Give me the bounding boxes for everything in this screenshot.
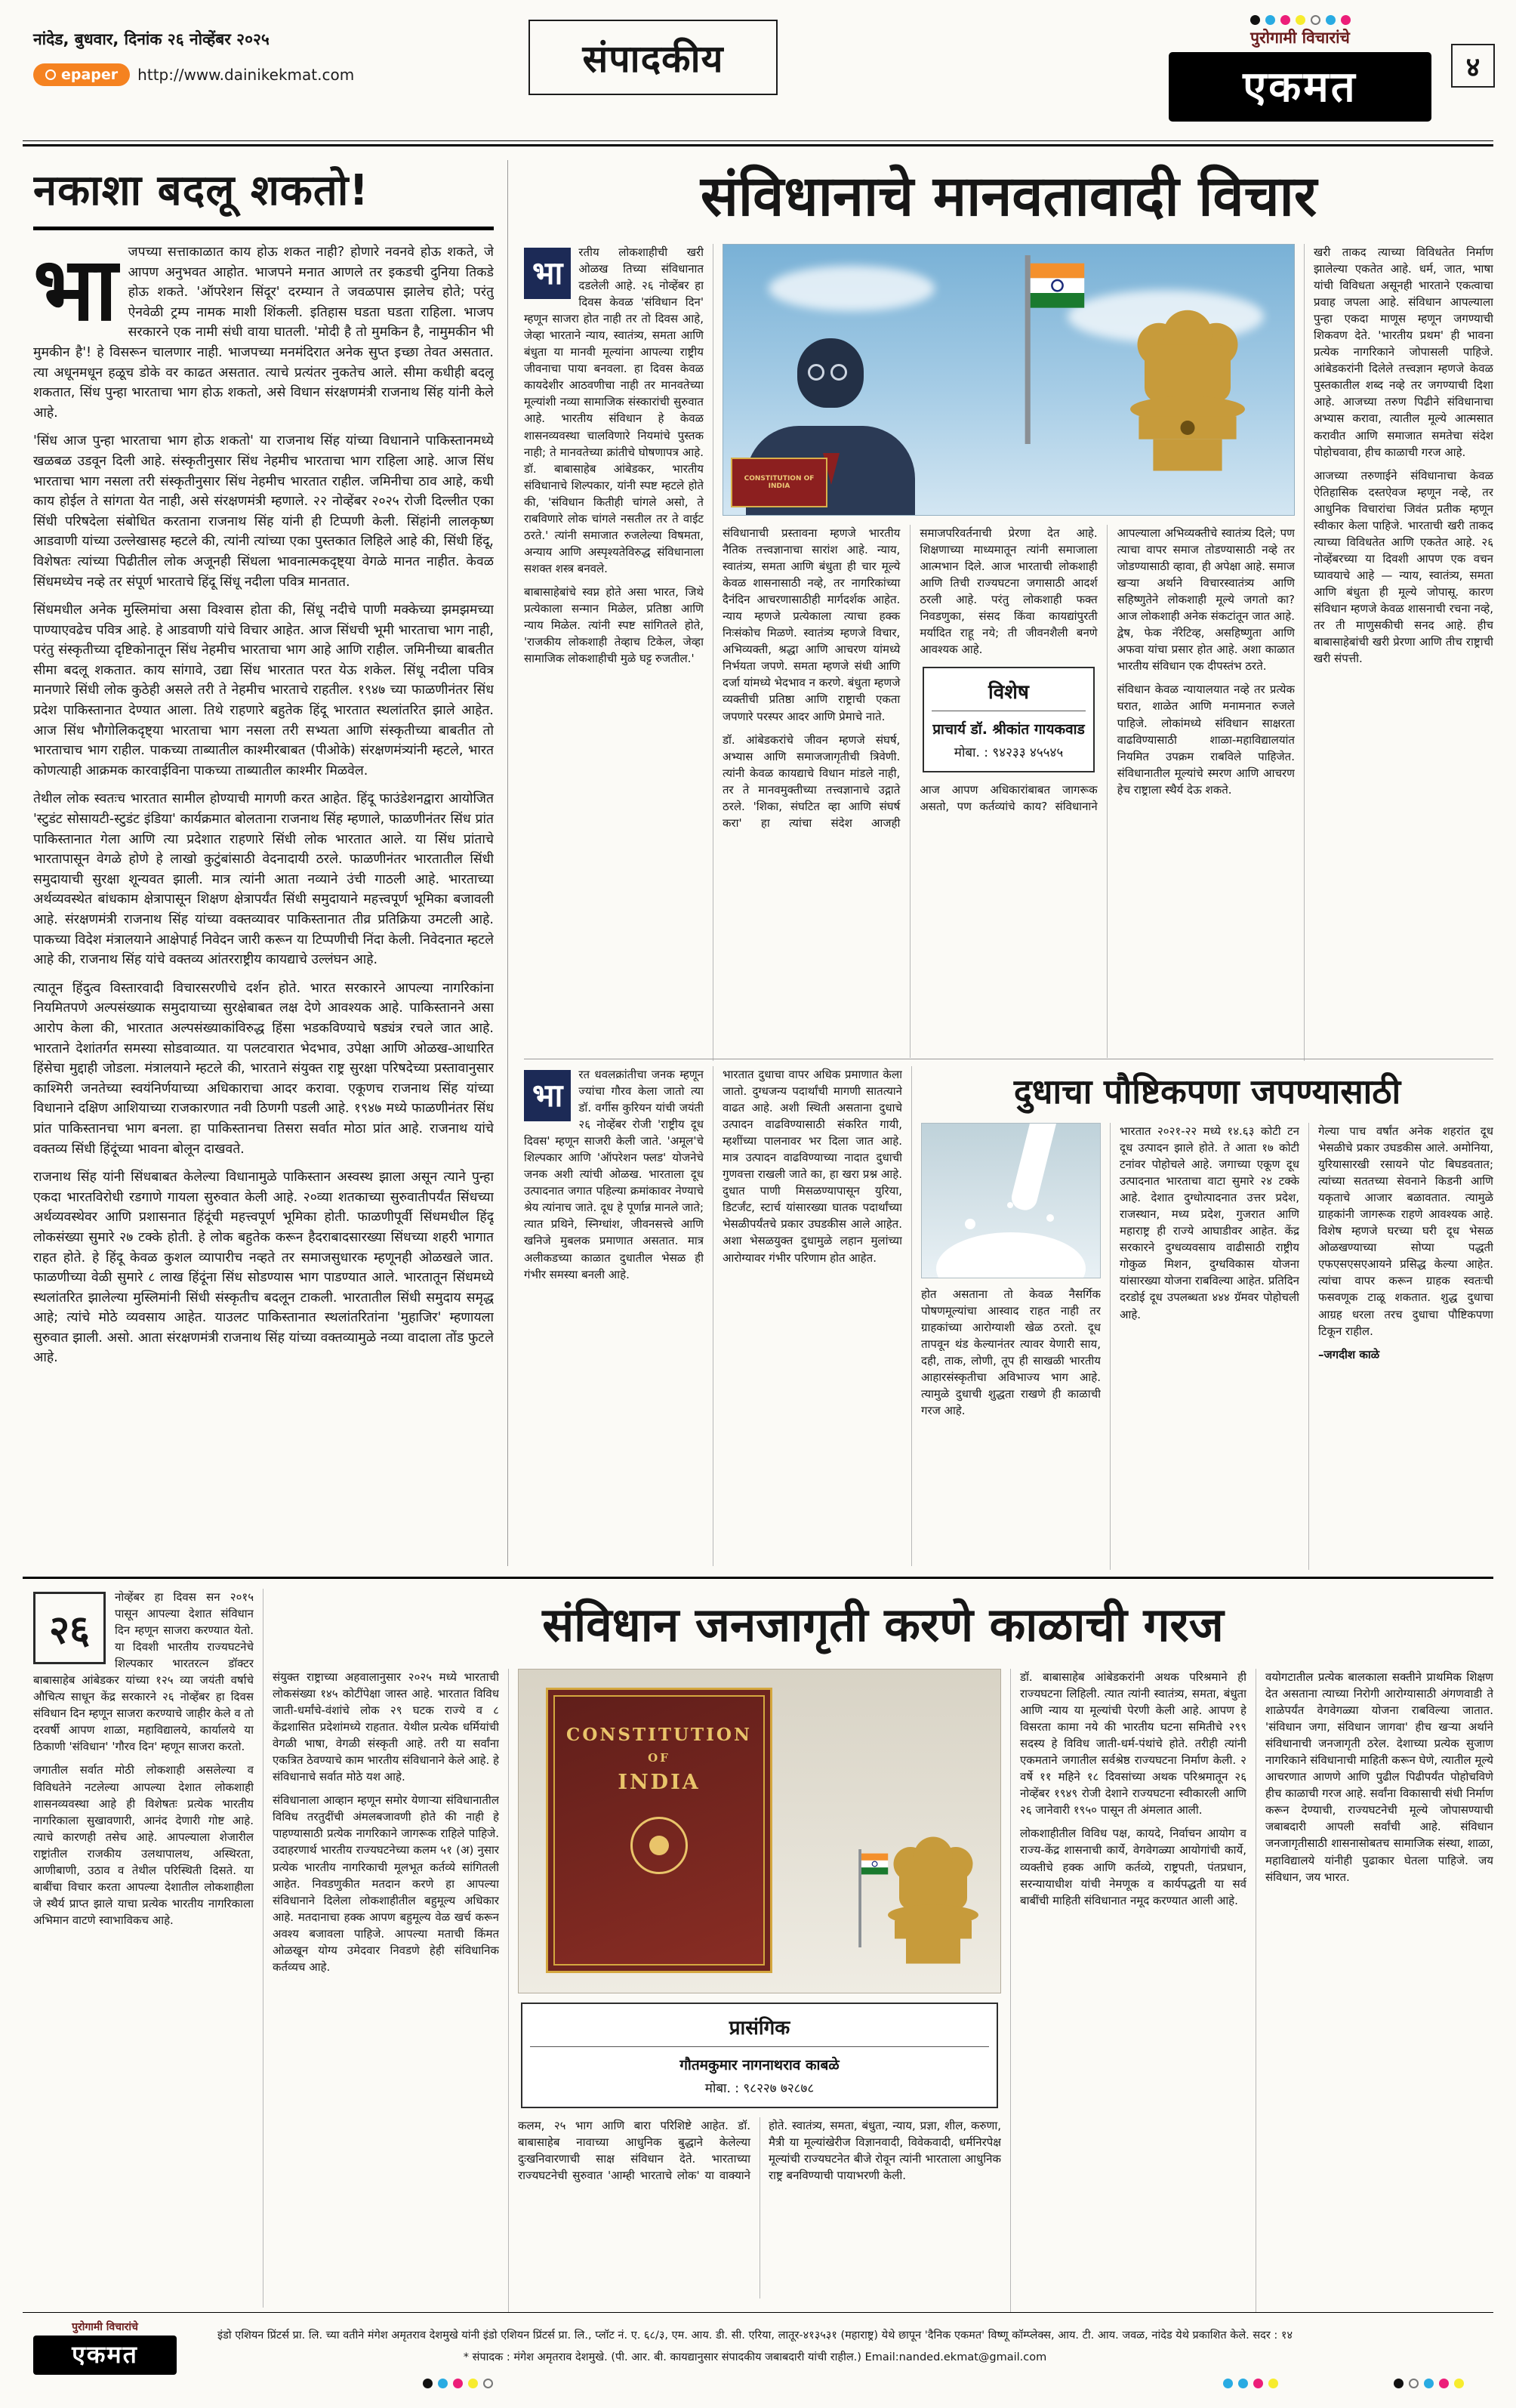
body-paragraph: बाबासाहेबांचे स्वप्न होते असा भारत, जिथे प्रत्येकाला सन्मान मिळेल, प्रतिष्ठा आणि न्याय मिळेल. त्यांनी स्पष्ट सांगितले होते, 'राजकीय लोकशाही तेव्हाच टिकेल, जेव्हा सामाजिक लोकशाहीची मुळे घट्ट रुजतील.' (524, 584, 704, 666)
body-paragraph: जपच्या सत्ताकाळात काय होऊ शकत नाही? होणारे नवनवे होऊ शकते, जे आपण अनुभवत आहोत. भाजपने मनात आणले तर इकडची दुनिया तिकडे होऊ शकते. 'ऑपरेशन सिंदूर' दरम्यान ते जवळपास झालेच होते; परंतु ऐनवेळी ट्रम्प नामक माशी शिंकली. इतिहास घडता घडता राहिला. भाजप सरकारने एक नामी संधी वाया घातली. 'मोदी है तो मुमकिन है, नामुमकीन भी मुमकीन है'! हे विसरून चालणार नाही. भाजपच्या मनमंदिरात अनेक सुप्त इच्छा तेवत असतात. त्या अधूनमधून हळूच डोके वर काढत असतात. त्याचे प्रत्यंतर नुकतेच आले. सीमा कधीही बदलू शकतात, सिंध पुन्हा भारताचा भाग होऊ शकतो, असे विधान संरक्षणमंत्री राजनाथ सिंह यांनी केले आहे. (33, 245, 494, 421)
imprint-line-2 (196, 2349, 1314, 2364)
body-paragraph: रत धवलक्रांतीचा जनक म्हणून ज्यांचा गौरव केला जातो त्या डॉ. वर्गीस कुरियन यांची जयंती २६ नोव्हेंबर रोजी 'राष्ट्रीय दूध दिवस' म्हणून साजरी केली जाते. 'अमूल'चे शिल्पकार आणि 'ऑपरेशन फ्लड' योजनेचे जनक अशी त्यांची ओळख. भारताला दूध उत्पादनात जगात पहिल्या क्रमांकावर नेण्याचे श्रेय त्यांनाच जाते. दूध हे पूर्णान्न मानले जाते; त्यात प्रथिने, स्निग्धांश, जीवनसत्त्वे आणि खनिजे मुबलक प्रमाणात असतात. मात्र अलीकडच्या काळात दुधातील भेसळ ही गंभीर समस्या बनली आहे. (524, 1068, 704, 1281)
constitution-article-headline: संविधानाचे मानवतावादी विचार (700, 164, 1317, 229)
constitution-book-icon: CONSTITUTION OF INDIA (731, 458, 827, 507)
body-paragraph: आजच्या तरुणाईने संविधानाचा केवळ ऐतिहासिक दस्तऐवज म्हणून नव्हे, तर आधुनिक विचारांचा जिवंत प्रतीक म्हणून स्वीकार केला पाहिजे. भारताची खरी ताकद त्याच्या विविधतेत आणि एकतेत आहे. २६ नोव्हेंबरच्या या दिवशी आपण एक वचन घ्यावयाचे आहे — न्याय, स्वातंत्र्य, समता आणि बंधुता ही मूल्ये जोपासू. कारण संविधान म्हणजे केवळ शासनाची रचना नव्हे, तर ती माणुसकीची सनद आहे. हीच बाबासाहेबांची खरी प्रेरणा आणि तीच राष्ट्राची खरी संपत्ती. (1314, 468, 1493, 666)
epaper-badge[interactable] (33, 63, 130, 86)
header-rule-thick (23, 144, 1493, 146)
milk-col-2 (723, 1066, 902, 1566)
awareness-col-5 (1265, 1669, 1493, 2312)
body-paragraph: लोकशाहीतील विविध पक्ष, कायदे, निर्वाचन आयोग व राज्य-केंद्र शासनाची कार्ये, वेगवेगळ्या आयोगांची कार्ये, व्यक्तीचे हक्क आणि कर्तव्ये, राष्ट्रपती, पंतप्रधान, सरन्यायाधीश यांची नेमणूक व कार्यपद्धती या सर्व बाबींची माहिती संविधानात नमूद करण्यात आली आहे. (1020, 1827, 1246, 1907)
page-number: ४ (1451, 44, 1495, 88)
footer-masthead-logo: एकमत (33, 2336, 177, 2375)
author-phone: मोबा. : ९४२३३ ४५५४५ (954, 745, 1064, 761)
dropcap: भा (524, 248, 571, 299)
occasional-label: प्रासंगिक (530, 2013, 989, 2047)
body-paragraph: डॉ. आंबेडकरांचे जीवन म्हणजे संघर्ष, अभ्यास आणि समाजजागृतीची त्रिवेणी. त्यांनी केवळ कायद्याचे विधान मांडले नाही, तर ते मानवमुक्तीच्या तत्त्वज्ञानाचे उद्गाते ठरले. 'शिका, संघटित व्हा आणि संघर्ष करा' हा त्यांचा संदेश आजही समाजपरिवर्तनाची प्रेरणा देत आहे. शिक्षणाच्या माध्यमातून त्यांनी समाजाला आत्मभान दिले. आज भारताची लोकशाही आणि तिची राज्यघटना जगासाठी आदर्श ठरली आहे. परंतु लोकशाही फक्त निवडणुका, संसद किंवा कायद्यांपुरती मर्यादित राहू नये; ती जीवनशैली बनणे आवश्यक आहे. (723, 526, 1098, 830)
constitution-col-5 (1314, 244, 1493, 1061)
body-paragraph: आज आपण अधिकारांबाबत जागरूक असतो, पण कर्तव्यांचे काय? संविधानाने आपल्याला अभिव्यक्तीचे स्वातंत्र्य दिले; पण त्याचा वापर समाज तोडण्यासाठी नव्हे तर जोडण्यासाठी व्हावा, ही अपेक्षा आहे. समाज खऱ्या अर्थाने विचारस्वातंत्र्य आणि सहिष्णुतेने लोकशाही मूल्ये जगतो का? आज लोकशाही अनेक संकटांतून जात आहे. द्वेष, फेक नॅरेटिव्ह, असहिष्णुता आणि अफवा यांचा प्रसार होत आहे. अशा काळात भारतीय संविधान एक दीपस्तंभ ठरते. (920, 526, 1295, 814)
contact-email[interactable]: Email:nanded.ekmat@gmail.com (864, 2351, 1047, 2363)
article-map-can-change (33, 160, 494, 1566)
map-article-headline: नकाशा बदलू शकतो! (33, 166, 369, 215)
milk-photo (921, 1123, 1101, 1278)
masthead-tagline: पुरोगामी विचारांचे (1250, 29, 1350, 47)
ambedkar-constitution-photo (723, 244, 1295, 516)
masthead-logo[interactable]: एकमत (1169, 52, 1431, 122)
constitution-col-1 (524, 244, 704, 1061)
imprint-line-1: इंडो एशियन प्रिंटर्स प्रा. लि. च्या वतीने मंगेश अमृतराव देशमुखे यांनी इंडो एशियन प्रिंटर्स प्रा. लि., प्लॉट नं. ए. ६८/३, एम. आय. डी. सी. एरिया, लातूर-४१३५३१ (महाराष्ट्र) येथे छापून 'दैनिक एकमत' विष्णू कॉम्प्लेक्स, आय. टी. आय. जवळ, नांदेड येथे प्रकाशित केले. सदर : १४ (217, 2329, 1293, 2342)
date-line: नांदेड, बुधवार, दिनांक २६ नोव्हेंबर २०२५ (33, 30, 270, 48)
milk-article-headline: दुधाचा पौष्टिकपणा जपण्यासाठी (1013, 1071, 1401, 1112)
milk-col-1 (524, 1066, 704, 1566)
section-title: संपादकीय (582, 37, 724, 81)
awareness-col-1 (33, 1589, 254, 2308)
occasional-author-box (521, 2003, 998, 2108)
epaper-icon (45, 69, 56, 80)
registration-marks (1169, 15, 1431, 25)
milk-right-region (921, 1066, 1493, 1566)
body-paragraph: 'सिंध आज पुन्हा भारताचा भाग होऊ शकतो' या राजनाथ सिंह यांच्या विधानाने पाकिस्तानमध्ये खळबळ उडवून दिली आहे. संस्कृतीनुसार सिंध नेहमीच भारताचा भाग राहिला आहे. आज सिंध भारताचा भाग नसला तरी संस्कृतीनुसार सिंध नेहमीच भारतात राहील. जमिनीचा ठाव आहे, कधी काय होईल ते सांगता येत नाही, असे संरक्षणमंत्री म्हणाले. २२ नोव्हेंबर २०२५ रोजी दिल्लीत एका सिंधी परिषदेला संबोधित करताना राजनाथ सिंह यांनी ही टिप्पणी केली. सिंहांनी लालकृष्ण आडवाणी यांच्या उल्लेखासह म्हटले की, त्यांनी त्यांच्या एका पुस्तकात लिहिले आहे की, सिंधी हिंदू, विशेषतः त्यांच्या पिढीतील लोक अजूनही सिंधला भावनात्मकदृष्ट्या वेगळे मानत नाहीत. केवळ सिंधमध्येच नव्हे तर संपूर्ण भारताचे हिंदू सिंधू नदीला पवित्र मानतात. (33, 433, 494, 590)
article-constitution-humanist (524, 156, 1493, 1054)
body-paragraph: सिंधमधील अनेक मुस्लिमांचा असा विश्वास होता की, सिंधू नदीचे पाणी मक्केच्या झमझमच्या पाण्याएवढेच पवित्र आहे. हे आडवाणी यांचे विचार आहेत. आज सिंधची भूमी भारताचा भाग नाही, परंतु संस्कृतीच्या दृष्टिकोनातून सिंध नेहमीच भारताचा भाग आहे आणि राहील. जमिनीच्या बाबतीत सीमा बदलू शकतात. काय सांगावे, उद्या सिंध भारतात परत येऊ शकेल. सिंधू नदीला पवित्र मानणारे सिंधी लोक कुठेही असले तरी ते नेहमीच भारताचे राहतील. १९४७ च्या फाळणीनंतर सिंध प्रदेश पाकिस्तानात देण्यात आला. तिथे राहणारे बहुतेक हिंदू भारतात स्थलांतरित झाले आहेत. आज सिंध भौगोलिकदृष्ट्या भारताचा भाग नसला तरी सभ्यता आणि संस्कृतीच्या बाबतीत तो भारताचाच भाग राहील. पाकच्या ताब्यातील काश्मीरबाबत (पीओके) संरक्षणमंत्र्यांनी म्हटले, भारत कोणत्याही आक्रमक कारवाईविना पाकच्या ताब्यातील काश्मीर मिळवेल. (33, 603, 494, 779)
awareness-middle-text (518, 2117, 1001, 2299)
body-paragraph: डॉ. बाबासाहेब आंबेडकरांनी अथक परिश्रमाने ही राज्यघटना लिहिली. त्यात त्यांनी स्वातंत्र्य, समता, बंधुता आणि न्याय या मूल्यांची पेरणी केली आहे. आपण हे विसरता कामा नये की भारतीय घटना समितीचे २९९ सदस्य हे विविध जाती-धर्म-पंथांचे होते. तरीही त्यांनी एकमताने जगातील सर्वश्रेष्ठ राज्यघटना निर्माण केली. २ वर्षे ११ महिने १८ दिवसांच्या अथक परिश्रमातून २६ नोव्हेंबर १९४९ रोजी देशाने राज्यघटना स्वीकारली आणि २६ जानेवारी १९५० पासून ती अंमलात आली. (1020, 1670, 1246, 1818)
dropcap: भा (524, 1070, 571, 1121)
body-paragraph: जगातील सर्वात मोठी लोकशाही असलेल्या व विविधतेने नटलेल्या आपल्या देशात लोकशाही शासनव्यवस्था आहे ही विशेषतः प्रत्येक भारतीय नागरिकाला सुखावणारी, आनंद देणारी गोष्ट आहे. त्याचे कारणही तसेच आहे. आपल्याला शेजारील राष्ट्रांतील राजकीय उलथापालथ, अस्थिरता, आणीबाणी, उठाव व तेथील परिस्थिती दिसते. या बाबींचा विचार करता आपल्या देशातील लोकशाहीला जे स्थैर्य प्राप्त झाले याचा प्रत्येक भारतीय नागरिकाला अभिमान वाटणे स्वाभाविकच आहे. (33, 1763, 254, 1927)
body-paragraph: नोव्हेंबर हा दिवस सन २०१५ पासून आपल्या देशात संविधान दिन म्हणून साजरा करण्यात येतो. या दिवशी भारतीय राज्यघटनेचे शिल्पकार भारतरत्न डॉक्टर बाबासाहेब आंबेडकर यांच्या १२५ व्या जयंती वर्षाचे औचित्य साधून केंद्र सरकारने २६ नोव्हेंबर हा दिवस संविधान दिन म्हणून साजरा करण्याचे जाहीर केले व तो दरवर्षी आपण शाळा, महाविद्यालये, कार्यालये या ठिकाणी 'संविधान' 'गौरव दिन' म्हणून साजरा करतो. (33, 1590, 254, 1754)
awareness-col-2 (273, 1669, 499, 2312)
registration-marks (423, 2379, 493, 2388)
headline-underline (33, 227, 494, 230)
author-name: प्राचार्य डॉ. श्रीकांत गायकवाड (932, 721, 1085, 738)
editor-line: * संपादक : मंगेश अमृतराव देशमुखे. (पी. आर. बी. कायद्यानुसार संपादकीय जबाबदारी यांची राहील.) (463, 2351, 861, 2363)
imprint (196, 2327, 1314, 2364)
body-paragraph: रतीय लोकशाहीची खरी ओळख तिच्या संविधानात दडलेली आहे. २६ नोव्हेंबर हा दिवस केवळ 'संविधान दिन' म्हणून साजरा होत नाही तर तो दिवस आहे, जेव्हा भारताने न्याय, स्वातंत्र्य, समता आणि बंधुता या मानवी मूल्यांना आपल्या राष्ट्रीय जीवनाचा पाया बनवला. हा दिवस केवळ कायदेशीर आठवणीचा नाही तर मानवतेच्या मूल्यांशी नव्या सामाजिक संस्कारांची सुरुवात आहे. भारतीय संविधान हे केवळ शासनव्यवस्था चालविणारे नियमांचे पुस्तक नाही; ते मानवतेच्या क्रांतीचे घोषणापत्र आहे. डॉ. बाबासाहेब आंबेडकर, भारतीय संविधानाचे शिल्पकार, यांनी स्पष्ट म्हटले होते की, 'संविधान कितीही चांगले असो, ते राबविणारे लोक चांगले नसतील तर ते वाईट ठरते.' त्यांनी समाजात रुजलेल्या विषमता, अन्याय आणि अस्पृश्यतेविरुद्ध संविधानाला सशक्त शस्त्र बनवले. (524, 245, 704, 575)
milk-byline: –जगदीश काळे (1318, 1347, 1380, 1361)
body-paragraph: वयोगटातील प्रत्येक बालकाला सक्तीने प्राथमिक शिक्षण देत असताना त्याच्या निरोगी आरोग्यासाठी अंगणवाडी ते शाळेपर्यंत वेगवेगळ्या योजना राबविल्या जातात. 'संविधान जगा, संविधान जागवा' हीच खऱ्या अर्थाने संविधानाची जनजागृती ठरेल. देशाच्या प्रत्येक सुजाण नागरिकाने संविधानाची माहिती करून घेणे, त्यातील मूल्ये आचरणात आणणे आणि पुढील पिढीपर्यंत पोहोचविणे हीच काळाची गरज आहे. सर्वांना विकासाची संधी निर्माण करून देण्याची, राज्यघटनेची मूल्ये जोपासण्याची जबाबदारी आपली सर्वांची आहे. संविधान जनजागृतीसाठी शासनासोबतच सामाजिक संस्था, शाळा, महाविद्यालये यांनीही पुढाकार घेतला पाहिजे. जय संविधान, जय भारत. (1265, 1670, 1493, 1884)
milk-splash-shape (936, 1232, 1086, 1278)
author-phone: मोबा. : ९८२२७ ७२८७८ (704, 2081, 815, 2096)
column-divider (507, 160, 508, 1566)
header-rule-thin (23, 140, 1493, 141)
author-name: गौतमकुमार नागनाथराव काबळे (679, 2057, 840, 2073)
special-author-box (923, 667, 1094, 772)
epaper-label: epaper (61, 66, 119, 83)
footer-masthead (33, 2320, 177, 2375)
registration-marks (1394, 2379, 1464, 2388)
masthead (1169, 15, 1431, 122)
footer-rule (23, 2312, 1493, 2313)
constitution-middle (723, 244, 1295, 1061)
footer-masthead-tagline: पुरोगामी विचारांचे (72, 2321, 138, 2333)
epaper-row (33, 63, 354, 86)
body-paragraph: संविधानाची प्रस्तावना म्हणजे भारतीय नैतिक तत्त्वज्ञानाचा सारांश आहे. न्याय, स्वातंत्र्य, समता आणि बंधुता ही चार मूल्ये केवळ शासनासाठी नव्हे, तर नागरिकांच्या दैनंदिन आचरणासाठीही मार्गदर्शक आहेत. न्याय म्हणजे प्रत्येकाला त्याचा हक्क निःसंकोच मिळणे. स्वातंत्र्य म्हणजे विचार, अभिव्यक्ती, श्रद्धा आणि आचरण यांमध्ये निर्भयता जपणे. समता म्हणजे संधी आणि दर्जा यांमध्ये भेदभाव न करणे. बंधुता म्हणजे व्यक्तीची प्रतिष्ठा आणि राष्ट्राची एकता जपणारे परस्पर आदर आणि प्रेमाचे नाते. (723, 526, 901, 723)
body-paragraph: भारतात २०२१-२२ मध्ये १४.६३ कोटी टन दूध उत्पादन झाले होते. ते आता १७ कोटी टनांवर पोहोचले आहे. जगाच्या एकूण दूध उत्पादनात भारताचा वाटा सुमारे २४ टक्के आहे. देशात दुग्धोत्पादनात उत्तर प्रदेश, राजस्थान, मध्य प्रदेश, गुजरात आणि महाराष्ट्र ही राज्ये आघाडीवर आहेत. केंद्र सरकारने दुग्धव्यवसाय वाढीसाठी राष्ट्रीय गोकुळ मिशन, दुग्धविकास योजना यांसारख्या योजना राबविल्या आहेत. प्रतिदिन दरडोई दूध उपलब्धता ४४४ ग्रॅमवर पोहोचली आहे. (1120, 1124, 1299, 1321)
milk-col-5 (1318, 1123, 1493, 1570)
body-paragraph: गेल्या पाच वर्षांत अनेक शहरांत दूध भेसळीचे प्रकार उघडकीस आले. अमोनिया, युरियासारखी रसायने पोट बिघडवतात; त्यांच्या सततच्या सेवनाने किडनी आणि यकृताचे आजार बळावतात. त्यामुळे ग्राहकांनी जागरूक राहणे आवश्यक आहे. विशेष म्हणजे घरच्या घरी दूध भेसळ ओळखण्याच्या सोप्या पद्धती एफएसएसएआयने प्रसिद्ध केल्या आहेत. त्यांचा वापर करून ग्राहक स्वतःची फसवणूक टाळू शकतात. शुद्ध दुधाचा आग्रह धरला तरच दुधाचा पौष्टिकपणा टिकून राहील. (1318, 1124, 1493, 1338)
article-constitution-awareness (33, 1589, 1493, 2308)
constitution-book-photo (518, 1669, 1001, 1993)
book-cover: CONSTITUTION OF INDIA (546, 1688, 772, 1973)
ashoka-pillar-icon (1116, 264, 1259, 491)
section-divider-heavy (23, 1577, 1493, 1579)
special-label: विशेष (932, 677, 1085, 711)
body-paragraph: संविधानाला आव्हान म्हणून समोर येणाऱ्या संविधानातील विविध तरतुदींची अंमलबजावणी होते की नाही हे पाहण्यासाठी प्रत्येक नागरिकाने जागरूक राहिले पाहिजे. उदाहरणार्थ भारतीय राज्यघटनेच्या कलम ५१ (अ) नुसार प्रत्येक भारतीय नागरिकाची मूलभूत कर्तव्ये सांगितली आहेत. निवडणुकीत मतदान करणे हा आपल्या संविधानाने दिलेला लोकशाहीतील बहुमूल्य अधिकार आहे. मतदानाचा हक्क आपण बहुमूल्य वेळ खर्च करून अवश्य बजावला पाहिजे. आपल्या मताची किंमत ओळखून योग्य उमेदवार निवडणे हेही संविधानिक कर्तव्यच आहे. (273, 1793, 499, 1974)
body-paragraph: कलम, २५ भाग आणि बारा परिशिष्टे आहेत. डॉ. बाबासाहेब नावाच्या आधुनिक बुद्धाने केलेल्या दुःखनिवारणाची साक्ष संविधान देते. भारताच्या राज्यघटनेची सुरुवात 'आम्ही भारताचे लोक' या वाक्याने होते. स्वातंत्र्य, समता, बंधुता, न्याय, प्रज्ञा, शील, करुणा, मैत्री या मूल्यांखेरीज विज्ञानवादी, विवेकवादी, धर्मनिरपेक्ष मूल्यांची राज्यघटनेत बीजे रोवून त्यांनी भारताला आधुनिक राष्ट्र बनविण्याची पायाभरणी केली. (518, 2119, 1001, 2183)
map-article-body (33, 239, 494, 1368)
constitution-middle-text (723, 525, 1295, 1058)
body-paragraph: तेथील लोक स्वतःच भारतात सामील होण्याची मागणी करत आहेत. हिंदू फाउंडेशनद्वारा आयोजित 'स्टुडंट सोसायटी-स्टुडंट इंडिया' कार्यक्रमात बोलताना राजनाथ सिंह म्हणाले, फाळणीनंतर सिंध प्रांत पाकिस्तानात गेला आणि त्या प्रदेशात राहणारे सिंधी लोक भारतात आले. या सिंध प्रांताचे भारतापासून वेगळे होणे हे लाखो कुटुंबांसाठी वेदनादायी ठरले. फाळणीनंतर भारतातील सिंधी समुदायाची सुरक्षा शून्यवत झाली. मात्र त्यांनी आता नव्याने उंची गाठली आहे. भारताच्या अर्थव्यवस्थेत बांधकाम क्षेत्रापासून शिक्षण क्षेत्रापर्यंत सिंधी समुदायाने महत्त्वपूर्ण भूमिका बजावली आहे. संरक्षणमंत्री राजनाथ सिंह यांच्या वक्तव्यावर पाकिस्तानात तीव्र प्रतिक्रिया उमटली आहे. पाकच्या विदेश मंत्रालयाने आक्षेपार्ह निवेदन जारी करून या टिप्पणीची निंदा केली. निवेदनात म्हटले आहे की, राजनाथ सिंह यांचे वक्तव्य आंतरराष्ट्रीय कायद्याचे उल्लंघन आहे. (33, 791, 494, 968)
awareness-col-4 (1020, 1669, 1246, 2312)
body-paragraph: त्यातून हिंदुत्व विस्तारवादी विचारसरणीचे दर्शन होते. भारत सरकारने आपल्या नागरिकांना नियमितपणे अल्पसंख्याक समुदायाच्या सुरक्षेबाबत लक्ष देणे आवश्यक आहे. पाकिस्तानने असा आरोप केला की, भारतात अल्पसंख्याकांविरुद्ध हिंसा भडकविण्याचे षड्यंत्र रचले जात आहे. भारताने देशांतर्गत समस्या सोडवाव्यात. या पलटवारात भेदभाव, उपेक्षा आणि ओळख-आधारित हिंसेचा मुद्दाही जोडला. मंत्रालयाने म्हटले की, भारताने संयुक्त राष्ट्र सुरक्षा परिषदेच्या प्रस्तावानुसार काश्मिरी जनतेच्या स्वयंनिर्णयाच्या अधिकाराचा आदर करावा. एकूणच राजनाथ सिंह यांच्या विधानाने दक्षिण आशियाच्या राजकारणात नवी ठिणगी पडली आहे. १९४७ मध्ये फाळणीनंतर सिंध प्रांत पाकिस्तानचा भाग बनला. हा पाकिस्तानचा तिसरा सर्वात मोठा प्रांत आहे. राजनाथ यांचे वक्तव्य सिंधी हिंदूंच्या भावना बोलून दाखवते. (33, 980, 494, 1157)
india-flag-icon (827, 1849, 895, 1947)
awareness-article-headline: संविधान जनजागृती करणे काळाची गरज (542, 1597, 1224, 1652)
body-paragraph: संविधान केवळ न्यायालयात नव्हे तर प्रत्येक घरात, शाळेत आणि मनामनात रुजले पाहिजे. लोकांमध्ये संविधान साक्षरता वाढविण्यासाठी शाळा-महाविद्यालयांत नियमित उपक्रम राबविले पाहिजेत. संविधानातील मूल्यांचे स्मरण आणि आचरण हेच राष्ट्राला स्थैर्य देऊ शकते. (1117, 683, 1295, 797)
milk-pour-shape (1009, 1123, 1060, 1213)
awareness-middle (518, 1669, 1001, 2312)
cloud-shape (769, 266, 935, 311)
national-emblem-icon (630, 1817, 688, 1874)
milk-col-3 (921, 1123, 1101, 1570)
body-paragraph: खरी ताकद त्याच्या विविधतेत निर्माण झालेल्या एकतेत आहे. धर्म, जात, भाषा यांची विविधता असूनही भारताने एकत्वाचा प्रवाह जपला आहे. संविधान आपल्याला पुन्हा एकदा माणूस म्हणून जगण्याची शिकवण देते. 'भारतीय प्रथम' ही भावना प्रत्येक नागरिकाने जोपासली पाहिजे. आंबेडकरांनी दिलेले तत्त्वज्ञान म्हणजे केवळ पुस्तकातील शब्द नव्हे तर जगण्याची दिशा आहे. आजच्या तरुण पिढीने संविधानाचा अभ्यास करावा, त्यातील मूल्ये आत्मसात करावीत आणि समाजात समतेचा संदेश पोहोचवावा, हीच काळाची गरज आहे. (1314, 245, 1493, 459)
section-title-box (528, 20, 778, 95)
body-paragraph: संयुक्त राष्ट्राच्या अहवालानुसार २०२५ मध्ये भारताची लोकसंख्या १४५ कोटींपेक्षा जास्त आहे. भारतात विविध जाती-धर्मांचे-वंशांचे लोक २९ घटक राज्ये व ८ केंद्रशासित प्रदेशांमध्ये राहतात. येथील प्रत्येक धर्मियांची वेगळी भाषा, वेगळी संस्कृती आहे. तरी या सर्वांना एकत्रित ठेवण्याचे काम भारतीय संविधानाने केले आहे. हे संविधानाचे सर्वात मोठे यश आहे. (273, 1670, 499, 1784)
milk-col-4 (1120, 1123, 1299, 1570)
body-paragraph: भारतात दुधाचा वापर अधिक प्रमाणात केला जातो. दुग्धजन्य पदार्थांची मागणी सातत्याने वाढत आहे. अशी स्थिती असताना दुधाचे उत्पादन वाढविण्यासाठी संकरित गायी, म्हशींच्या पालनावर भर दिला जात आहे. मात्र उत्पादन वाढविण्याच्या नादात दुधाची गुणवत्ता राखली जाते का, हा खरा प्रश्न आहे. दुधात पाणी मिसळण्यापासून युरिया, डिटर्जंट, स्टार्च यांसारख्या घातक पदार्थांच्या भेसळीपर्यंतचे प्रकार उघडकीस आले आहेत. अशा भेसळयुक्त दुधामुळे लहान मुलांच्या आरोग्यावर गंभीर परिणाम होत आहेत. (723, 1068, 902, 1265)
dropcap: भा (33, 239, 118, 341)
dropcap-26: २६ (33, 1592, 106, 1664)
registration-marks (1223, 2379, 1278, 2388)
body-paragraph: राजनाथ सिंह यांनी सिंधबाबत केलेल्या विधानामुळे पाकिस्तान अस्वस्थ झाला असून त्याने पुन्हा एकदा भारतविरोधी रडगाणे गायला सुरुवात केली आहे. २०व्या शतकाच्या सुरुवातीपर्यंत सिंधच्या अर्थव्यवस्थेवर आणि प्रशासनात हिंदूंची महत्त्वपूर्ण भूमिका होती. फाळणीपूर्वी सिंधमधील हिंदू लोकसंख्या सुमारे २७ टक्के होती. हे लोक बहुतेक करून हैदराबादसारख्या सिंधच्या शहरी भागात राहत होते. हे हिंदू केवळ कुशल व्यापारीच नव्हते तर समाजसुधारक म्हणूनही ओळखले जात. फाळणीच्या वेळी सुमारे ८ लाख हिंदूंना सिंध सोडण्यास भाग पाडण्यात आले. भारतातून सिंधमध्ये स्थलांतरित झालेल्या मुस्लिमांनी सिंधी संस्कृतीच बदलून टाकली. भारतातील सिंधी समुदाय समृद्ध आहे; त्यांचे मोठे व्यवसाय आहेत. याउलट पाकिस्तानात स्थलांतरितांना 'मुहाजिर' म्हणायला सुरुवात झाली. असो. आता संरक्षणमंत्री राजनाथ सिंह यांच्या वक्तव्यामुळे नव्या वादाला तोंड फुटले आहे. (33, 1170, 494, 1366)
india-flag-icon (965, 255, 1093, 444)
awareness-right-region (273, 1589, 1493, 2308)
article-milk-nutrition (524, 1066, 1493, 1566)
website-link[interactable]: http://www.dainikekmat.com (137, 66, 355, 84)
body-paragraph: होत असताना तो केवळ नैसर्गिक पोषणमूल्यांचा आस्वाद राहत नाही तर ग्राहकांच्या आरोग्याशी खेळ ठरतो. दूध तापवून थंड केल्यानंतर त्यावर येणारी साय, दही, ताक, लोणी, तूप ही साखळी भारतीय आहारसंस्कृतीचा अविभाज्य भाग आहे. त्यामुळे दुधाची शुद्धता राखणे ही काळाची गरज आहे. (921, 1287, 1101, 1418)
